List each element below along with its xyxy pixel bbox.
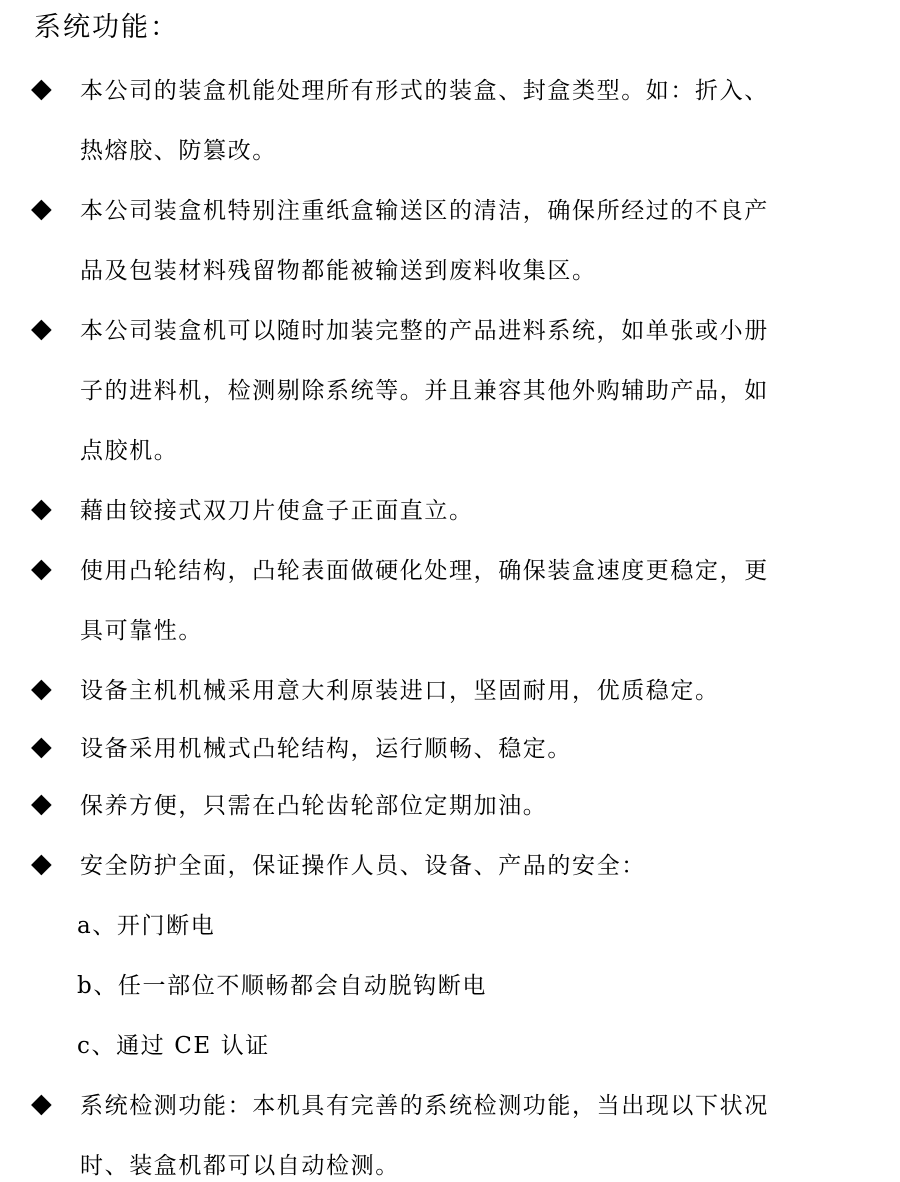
feature-text-line: 本公司装盒机可以随时加装完整的产品进料系统，如单张或小册 <box>80 318 769 344</box>
feature-text-line: 品及包装材料残留物都能被输送到废料收集区。 <box>80 258 597 284</box>
feature-text-line: 安全防护全面，保证操作人员、设备、产品的安全： <box>80 853 646 879</box>
diamond-bullet-icon: ◆ <box>31 788 52 819</box>
safety-sub-item: c、通过 CE 认证 <box>77 1033 270 1059</box>
feature-text-line: 子的进料机，检测剔除系统等。并且兼容其他外购辅助产品，如 <box>80 378 769 404</box>
diamond-bullet-icon: ◆ <box>31 73 52 104</box>
diamond-bullet-icon: ◆ <box>31 848 52 879</box>
feature-text-line: 本公司的装盒机能处理所有形式的装盒、封盒类型。如：折入、 <box>80 78 769 104</box>
safety-sub-item: b、任一部位不顺畅都会自动脱钩断电 <box>77 973 487 999</box>
feature-text-line: 具可靠性。 <box>80 618 203 644</box>
diamond-bullet-icon: ◆ <box>31 1088 52 1119</box>
diamond-bullet-icon: ◆ <box>31 553 52 584</box>
feature-text-line: 设备采用机械式凸轮结构，运行顺畅、稳定。 <box>80 736 572 762</box>
feature-text-line: 保养方便，只需在凸轮齿轮部位定期加油。 <box>80 793 548 819</box>
feature-text-line: 使用凸轮结构，凸轮表面做硬化处理，确保装盒速度更稳定，更 <box>80 558 769 584</box>
diamond-bullet-icon: ◆ <box>31 731 52 762</box>
feature-text-line: 点胶机。 <box>80 438 179 464</box>
diamond-bullet-icon: ◆ <box>31 193 52 224</box>
section-title: 系统功能： <box>34 12 179 43</box>
feature-text-line: 系统检测功能：本机具有完善的系统检测功能，当出现以下状况 <box>80 1093 769 1119</box>
diamond-bullet-icon: ◆ <box>31 493 52 524</box>
feature-text-line: 藉由铰接式双刀片使盒子正面直立。 <box>80 498 474 524</box>
feature-text-line: 设备主机机械采用意大利原装进口，坚固耐用，优质稳定。 <box>80 678 720 704</box>
safety-sub-item: a、开门断电 <box>77 913 216 939</box>
diamond-bullet-icon: ◆ <box>31 673 52 704</box>
feature-text-line: 时、装盒机都可以自动检测。 <box>80 1153 400 1179</box>
feature-text-line: 热熔胶、防篡改。 <box>80 138 277 164</box>
feature-text-line: 本公司装盒机特别注重纸盒输送区的清洁，确保所经过的不良产 <box>80 198 769 224</box>
diamond-bullet-icon: ◆ <box>31 313 52 344</box>
